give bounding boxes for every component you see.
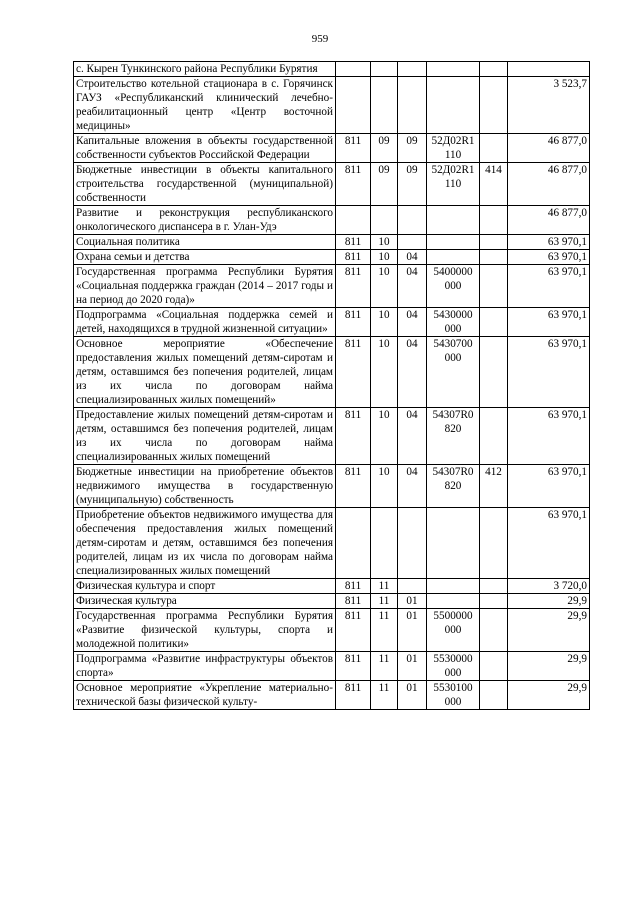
- table-row: [74, 609, 590, 652]
- row-expense-type: [480, 508, 508, 579]
- table-row: [74, 652, 590, 681]
- row-section-code: 10: [371, 408, 398, 465]
- row-ministry-code: 811: [336, 337, 371, 408]
- row-expense-type: [480, 609, 508, 652]
- row-ministry-code: 811: [336, 408, 371, 465]
- row-target-article: 5530100 000: [427, 681, 480, 710]
- row-target-article: [427, 77, 480, 134]
- row-ministry-code: 811: [336, 250, 371, 265]
- row-amount: 29,9: [508, 652, 590, 681]
- row-section-code: [371, 77, 398, 134]
- table-row: [74, 465, 590, 508]
- row-name: Бюджетные инвестиции на приобретение объектов недвижимого имущества в государственную (муниципальную) собственность: [74, 465, 336, 508]
- row-amount: 29,9: [508, 594, 590, 609]
- row-target-article: 5530000 000: [427, 652, 480, 681]
- row-expense-type: [480, 265, 508, 308]
- row-ministry-code: 811: [336, 594, 371, 609]
- row-subsection-code: [398, 508, 427, 579]
- row-name: Охрана семьи и детства: [74, 250, 336, 265]
- row-expense-type: [480, 77, 508, 134]
- row-expense-type: [480, 206, 508, 235]
- row-ministry-code: [336, 77, 371, 134]
- row-amount: 46 877,0: [508, 163, 590, 206]
- row-section-code: [371, 62, 398, 77]
- row-expense-type: [480, 681, 508, 710]
- row-name: с. Кырен Тункинского района Республики Бурятия: [74, 62, 336, 77]
- row-ministry-code: 811: [336, 579, 371, 594]
- row-subsection-code: 04: [398, 465, 427, 508]
- row-name: Бюджетные инвестиции в объекты капитального строительства государственной (муниципальной) собственности: [74, 163, 336, 206]
- row-expense-type: [480, 235, 508, 250]
- row-expense-type: [480, 594, 508, 609]
- table-row: [74, 134, 590, 163]
- row-section-code: 10: [371, 265, 398, 308]
- row-subsection-code: 01: [398, 681, 427, 710]
- row-section-code: 11: [371, 681, 398, 710]
- row-target-article: 52Д02R1 110: [427, 163, 480, 206]
- row-amount: 29,9: [508, 609, 590, 652]
- table-row: [74, 408, 590, 465]
- row-subsection-code: 01: [398, 652, 427, 681]
- row-section-code: 11: [371, 652, 398, 681]
- table-row: [74, 681, 590, 710]
- table-row: [74, 337, 590, 408]
- row-subsection-code: [398, 579, 427, 594]
- row-expense-type: [480, 408, 508, 465]
- row-subsection-code: [398, 77, 427, 134]
- row-ministry-code: 811: [336, 681, 371, 710]
- row-target-article: [427, 62, 480, 77]
- row-section-code: 09: [371, 163, 398, 206]
- row-section-code: 10: [371, 465, 398, 508]
- row-target-article: [427, 235, 480, 250]
- row-name: Основное мероприятие «Укрепление материально-технической базы физической культу-: [74, 681, 336, 710]
- row-subsection-code: [398, 235, 427, 250]
- row-ministry-code: [336, 62, 371, 77]
- row-amount: 63 970,1: [508, 408, 590, 465]
- table-row: [74, 163, 590, 206]
- row-name: Физическая культура и спорт: [74, 579, 336, 594]
- row-target-article: 54307R0 820: [427, 465, 480, 508]
- budget-table: [73, 61, 590, 710]
- row-amount: 63 970,1: [508, 250, 590, 265]
- table-row: [74, 594, 590, 609]
- row-subsection-code: 04: [398, 337, 427, 408]
- row-expense-type: [480, 62, 508, 77]
- table-row: [74, 235, 590, 250]
- row-amount: 3 523,7: [508, 77, 590, 134]
- row-expense-type: [480, 134, 508, 163]
- row-subsection-code: 09: [398, 134, 427, 163]
- table-row: [74, 77, 590, 134]
- row-ministry-code: [336, 206, 371, 235]
- row-section-code: 10: [371, 308, 398, 337]
- row-ministry-code: 811: [336, 609, 371, 652]
- row-name: Капитальные вложения в объекты государственной собственности субъектов Российской Федерации: [74, 134, 336, 163]
- row-subsection-code: [398, 62, 427, 77]
- row-subsection-code: 04: [398, 265, 427, 308]
- row-amount: 63 970,1: [508, 265, 590, 308]
- row-section-code: 10: [371, 235, 398, 250]
- row-amount: 3 720,0: [508, 579, 590, 594]
- row-subsection-code: 04: [398, 308, 427, 337]
- row-subsection-code: 09: [398, 163, 427, 206]
- row-expense-type: [480, 652, 508, 681]
- row-section-code: 11: [371, 609, 398, 652]
- row-section-code: 11: [371, 579, 398, 594]
- row-ministry-code: [336, 508, 371, 579]
- row-amount: 46 877,0: [508, 134, 590, 163]
- row-section-code: [371, 206, 398, 235]
- row-subsection-code: [398, 206, 427, 235]
- row-name: Основное мероприятие «Обеспечение предоставления жилых помещений детям-сиротам и детям, оставшимся без попечения родителей, лицам из их числа по договорам найма специализированных жилых помещений»: [74, 337, 336, 408]
- row-expense-type: [480, 308, 508, 337]
- row-target-article: [427, 594, 480, 609]
- row-name: Государственная программа Республики Бурятия «Развитие физической культуры, спорта и молодежной политики»: [74, 609, 336, 652]
- row-expense-type: [480, 250, 508, 265]
- row-name: Строительство котельной стационара в с. Горячинск ГАУЗ «Республиканский клинический лечебно-реабилитационный центр «Центр восточной медицины»: [74, 77, 336, 134]
- table-row: [74, 508, 590, 579]
- row-subsection-code: 01: [398, 594, 427, 609]
- row-amount: 63 970,1: [508, 337, 590, 408]
- row-amount: 63 970,1: [508, 465, 590, 508]
- row-target-article: 5400000 000: [427, 265, 480, 308]
- table-row: [74, 265, 590, 308]
- row-amount: [508, 62, 590, 77]
- row-section-code: 09: [371, 134, 398, 163]
- row-name: Приобретение объектов недвижимого имущества для обеспечения предоставления жилых помещений детям-сиротам и детям, оставшимся без попечения родителей, лицам из их числа по договорам найма специализированных жилых помещений: [74, 508, 336, 579]
- row-name: Подпрограмма «Развитие инфраструктуры объектов спорта»: [74, 652, 336, 681]
- row-expense-type: 412: [480, 465, 508, 508]
- row-name: Развитие и реконструкция республиканского онкологического диспансера в г. Улан-Удэ: [74, 206, 336, 235]
- row-section-code: 11: [371, 594, 398, 609]
- row-ministry-code: 811: [336, 465, 371, 508]
- table-row: [74, 206, 590, 235]
- row-subsection-code: 01: [398, 609, 427, 652]
- table-row: [74, 62, 590, 77]
- row-target-article: 5500000 000: [427, 609, 480, 652]
- row-amount: 46 877,0: [508, 206, 590, 235]
- row-target-article: 54307R0 820: [427, 408, 480, 465]
- row-ministry-code: 811: [336, 134, 371, 163]
- row-name: Социальная политика: [74, 235, 336, 250]
- table-row: [74, 308, 590, 337]
- budget-table-body: [74, 62, 590, 710]
- table-row: [74, 250, 590, 265]
- row-ministry-code: 811: [336, 265, 371, 308]
- row-subsection-code: 04: [398, 408, 427, 465]
- row-ministry-code: 811: [336, 235, 371, 250]
- page-number: 959: [311, 33, 329, 45]
- row-expense-type: 414: [480, 163, 508, 206]
- row-section-code: 10: [371, 337, 398, 408]
- row-subsection-code: 04: [398, 250, 427, 265]
- row-target-article: [427, 579, 480, 594]
- table-row: [74, 579, 590, 594]
- row-name: Физическая культура: [74, 594, 336, 609]
- row-target-article: 52Д02R1 110: [427, 134, 480, 163]
- row-name: Государственная программа Республики Бурятия «Социальная поддержка граждан (2014 – 2017 годы и на период до 2020 года)»: [74, 265, 336, 308]
- row-name: Предоставление жилых помещений детям-сиротам и детям, оставшимся без попечения родителей, лицам из их числа по договорам найма специализированных жилых помещений: [74, 408, 336, 465]
- row-amount: 63 970,1: [508, 508, 590, 579]
- row-section-code: [371, 508, 398, 579]
- row-ministry-code: 811: [336, 308, 371, 337]
- row-amount: 63 970,1: [508, 235, 590, 250]
- row-target-article: 5430000 000: [427, 308, 480, 337]
- row-target-article: [427, 508, 480, 579]
- row-expense-type: [480, 579, 508, 594]
- row-target-article: [427, 206, 480, 235]
- row-amount: 63 970,1: [508, 308, 590, 337]
- row-ministry-code: 811: [336, 652, 371, 681]
- row-amount: 29,9: [508, 681, 590, 710]
- row-target-article: [427, 250, 480, 265]
- row-section-code: 10: [371, 250, 398, 265]
- row-expense-type: [480, 337, 508, 408]
- row-ministry-code: 811: [336, 163, 371, 206]
- row-name: Подпрограмма «Социальная поддержка семей и детей, находящихся в трудной жизненной ситуации»: [74, 308, 336, 337]
- row-target-article: 5430700 000: [427, 337, 480, 408]
